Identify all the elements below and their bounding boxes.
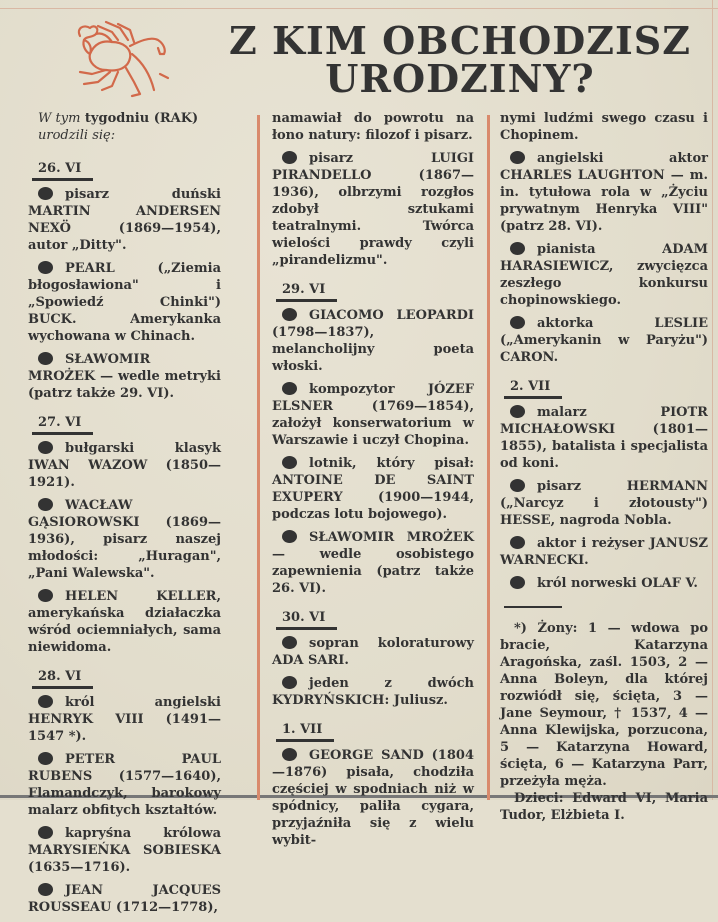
bullet-icon xyxy=(282,530,297,543)
column-1 xyxy=(28,110,221,922)
entry-text: JEAN JACQUES ROUSSEAU (1712—1778), xyxy=(28,883,221,915)
bullet-icon xyxy=(282,456,297,469)
right-border xyxy=(712,0,713,800)
bullet-icon xyxy=(282,676,297,689)
entry-text: kapryśna królowa MARYSIEŃKA SOBIESKA (1635—1716). xyxy=(28,826,221,875)
bullet-icon xyxy=(38,352,53,365)
date-heading: 30. VI xyxy=(276,609,337,630)
birthday-entry xyxy=(500,404,708,472)
bullet-icon xyxy=(282,308,297,321)
column-divider xyxy=(487,115,490,800)
birthday-entry xyxy=(28,588,221,656)
crab-icon xyxy=(72,18,182,100)
birthday-entry xyxy=(272,381,474,449)
date-heading: 26. VI xyxy=(32,160,93,181)
birthday-entry xyxy=(272,150,474,269)
entry-text: pisarz duński MARTIN ANDERSEN NEXÖ (1869—1954), autor „Ditty". xyxy=(28,187,221,253)
birthday-entry xyxy=(272,307,474,375)
date-heading: 27. VI xyxy=(32,414,93,435)
entry-text: jeden z dwóch KYDRYŃSKICH: Juliusz. xyxy=(272,676,474,708)
footnote-divider xyxy=(504,606,562,608)
intro-prefix: W tym xyxy=(38,111,81,126)
birthday-entry xyxy=(500,150,708,235)
birthday-entry xyxy=(28,882,221,916)
bullet-icon xyxy=(510,536,525,549)
birthday-entry xyxy=(500,575,708,592)
entry-text: lotnik, który pisał: ANTOINE DE SAINT EXUPERY (1900—1944, podczas lotu bojowego). xyxy=(272,456,474,522)
birthday-entry xyxy=(272,635,474,669)
birthday-entry xyxy=(28,751,221,819)
birthday-entry xyxy=(500,535,708,569)
bullet-icon xyxy=(282,748,297,761)
entry-text: pianista ADAM HARASIEWICZ, zwycięzca zeszłego konkursu chopinowskiego. xyxy=(500,242,708,308)
bullet-icon xyxy=(38,695,53,708)
bullet-icon xyxy=(38,826,53,839)
birthday-entry xyxy=(28,260,221,345)
entry-text: angielski aktor CHARLES LAUGHTON — m. in. tytułowa rola w „Życiu prywatnym Henryka VIII" (patrz 28. VI). xyxy=(500,151,708,234)
entry-text: aktor i reżyser JANUSZ WARNECKI. xyxy=(500,536,708,568)
footnote-text: Dzieci: Edward VI, Maria Tudor, Elżbieta I. xyxy=(500,791,708,823)
birthday-entry xyxy=(28,186,221,254)
bullet-icon xyxy=(38,261,53,274)
column-2 xyxy=(272,110,474,855)
birthday-entry xyxy=(500,315,708,366)
entry-text: SŁAWOMIR MROŻEK — wedle osobistego zapewnienia (patrz także 26. VI). xyxy=(272,530,474,596)
entry-text: GIACOMO LEOPARDI (1798—1837), melancholijny poeta włoski. xyxy=(272,308,474,374)
continued-text: nymi ludźmi swego czasu i Chopinem. xyxy=(500,111,708,143)
date-heading: 2. VII xyxy=(504,378,562,399)
birthday-entry xyxy=(272,455,474,523)
birthday-entry xyxy=(28,351,221,402)
entry-text: GEORGE SAND (1804—1876) pisała, chodziła częściej w spodniach niż w spódnicy, paliła cygara, przyjaźniła się z wielu wybit- xyxy=(272,748,474,848)
date-heading: 28. VI xyxy=(32,668,93,689)
birthday-entry xyxy=(28,497,221,582)
entry-text: PETER PAUL RUBENS (1577—1640), Flamandczyk, barokowy malarz obfitych kształtów. xyxy=(28,752,221,818)
page-title xyxy=(200,18,718,101)
bullet-icon xyxy=(282,382,297,395)
entry-text: bułgarski klasyk IWAN WAZOW (1850—1921). xyxy=(28,441,221,490)
title-line-1: Z KIM OBCHODZISZ xyxy=(229,18,691,63)
bullet-icon xyxy=(38,187,53,200)
entry-text: król norweski OLAF V. xyxy=(537,576,698,591)
entry-text: sopran koloraturowy ADA SARI. xyxy=(272,636,474,668)
bullet-icon xyxy=(510,405,525,418)
entry-text: SŁAWOMIR MROŻEK — wedle metryki (patrz także 29. VI). xyxy=(28,352,221,401)
entry-text: malarz PIOTR MICHAŁOWSKI (1801—1855), batalista i specjalista od koni. xyxy=(500,405,708,471)
intro-text xyxy=(28,110,221,144)
title-line-2: URODZINY? xyxy=(325,56,595,101)
bullet-icon xyxy=(510,576,525,589)
top-border xyxy=(0,8,718,9)
intro-suffix: urodzili się: xyxy=(38,128,116,143)
column-divider xyxy=(257,115,260,800)
bullet-icon xyxy=(38,883,53,896)
bullet-icon xyxy=(510,479,525,492)
birthday-entry xyxy=(28,440,221,491)
column-3 xyxy=(500,110,708,824)
bullet-icon xyxy=(38,498,53,511)
date-heading: 29. VI xyxy=(276,281,337,302)
bullet-icon xyxy=(38,589,53,602)
bullet-icon xyxy=(38,752,53,765)
bullet-icon xyxy=(510,242,525,255)
birthday-entry xyxy=(272,675,474,709)
birthday-entry xyxy=(28,694,221,745)
intro-week: tygodniu (RAK) xyxy=(84,111,199,126)
birthday-entry xyxy=(272,529,474,597)
date-heading: 1. VII xyxy=(276,721,334,742)
bullet-icon xyxy=(510,316,525,329)
bullet-icon xyxy=(282,636,297,649)
bullet-icon xyxy=(510,151,525,164)
entry-text: król angielski HENRYK VIII (1491—1547 *). xyxy=(28,695,221,744)
birthday-entry xyxy=(272,747,474,849)
bullet-icon xyxy=(38,441,53,454)
footnote-text: *) Żony: 1 — wdowa po bracie, Katarzyna Aragońska, zaśl. 1503, 2 — Anna Boleyn, dla której rozwiódł się, ścięta, 3 — Jane Seymour, † 1537, 4 — Anna Klewijska, porzucona, 5 — Katarzyna Howard, ścięta, 6 — Katarzyna Parr, przeżyła męża. xyxy=(500,621,708,789)
birthday-entry xyxy=(500,478,708,529)
entry-text: PEARL („Ziemia błogosławiona" i „Spowiedź Chinki") BUCK. Amerykanka wychowana w Chinach. xyxy=(28,261,221,344)
entry-text: HELEN KELLER, amerykańska działaczka wśród ociemniałych, sama niewidoma. xyxy=(28,589,221,655)
bullet-icon xyxy=(282,151,297,164)
entry-text: pisarz LUIGI PIRANDELLO (1867—1936), olbrzymi rozgłos zdobył sztukami teatralnymi. Twórca wielości prawdy czyli „pirandelizmu". xyxy=(272,151,474,268)
entry-text: kompozytor JÓZEF ELSNER (1769—1854), założył konserwatorium w Warszawie i uczył Chopina. xyxy=(272,382,474,448)
continued-text: namawiał do powrotu na łono natury: filozof i pisarz. xyxy=(272,111,474,143)
birthday-entry xyxy=(28,825,221,876)
birthday-entry xyxy=(500,241,708,309)
entry-text: aktorka LESLIE („Amerykanin w Paryżu") CARON. xyxy=(500,316,708,365)
entry-text: pisarz HERMANN („Narcyz i złotousty") HESSE, nagroda Nobla. xyxy=(500,479,708,528)
entry-text: WACŁAW GĄSIOROWSKI (1869—1936), pisarz naszej młodości: „Huragan", „Pani Walewska". xyxy=(28,498,221,581)
